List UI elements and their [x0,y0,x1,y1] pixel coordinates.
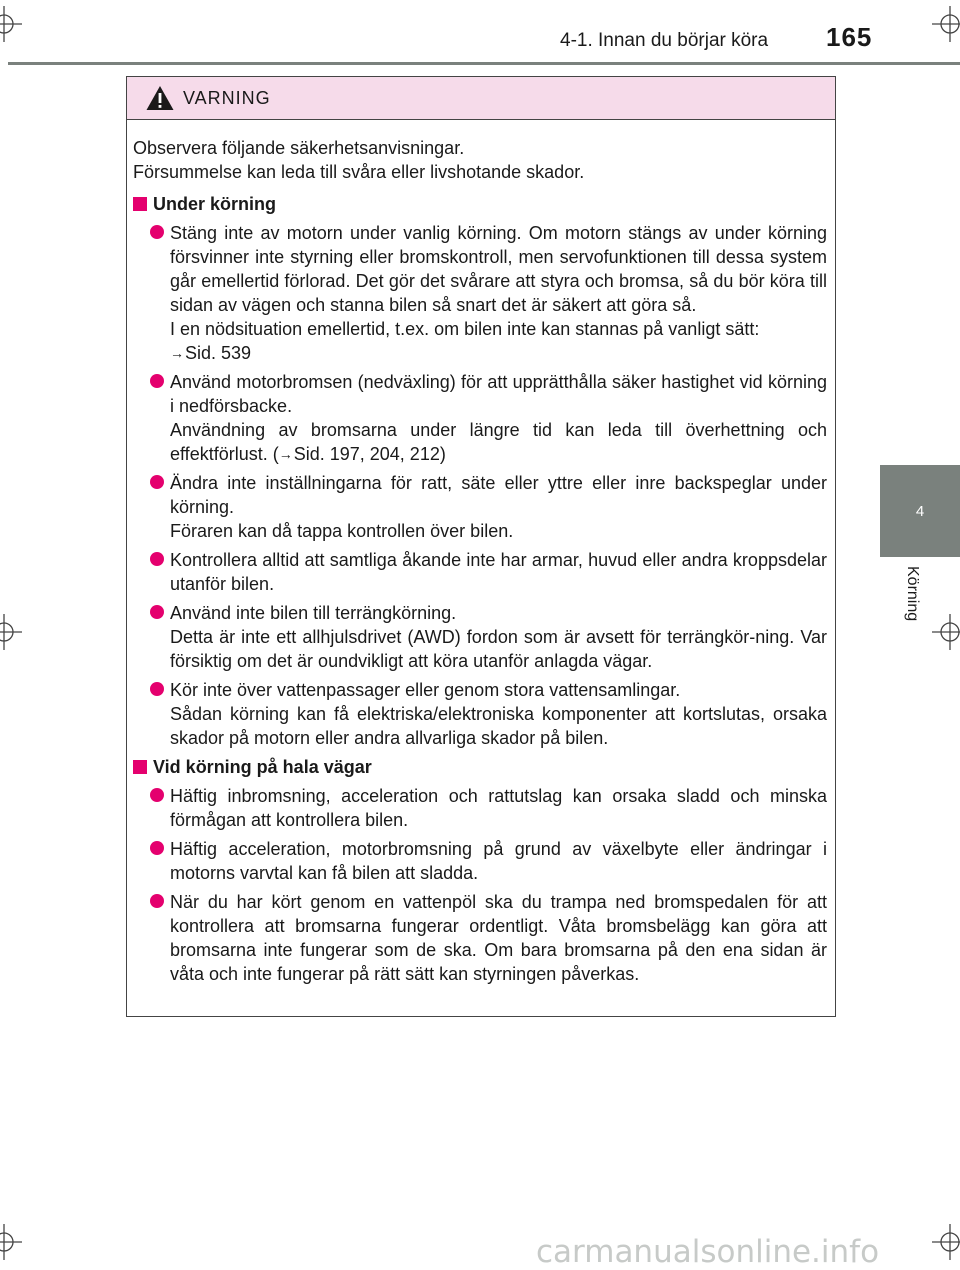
header-rule [8,62,960,65]
item-text: Kontrollera alltid att samtliga åkande inte har armar, huvud eller andra kroppsdelar utanför bilen. [170,550,827,594]
chapter-tab[interactable] [880,465,960,557]
list-item [133,370,827,466]
item-text: Ändra inte inställningarna för ratt, säte eller yttre eller inre backspeglar under körning. [170,473,827,517]
item-text: Använd inte bilen till terrängkörning. [170,603,457,623]
item-text: Detta är inte ett allhjulsdrivet (AWD) fordon som är avsett för terrängkör-ning. Var försiktig om det är oundvikligt att köra utanför anlagda vägar. [170,627,827,671]
item-text: Stäng inte av motorn under vanlig körning. Om motorn stängs av under körning försvinner inte styrning eller bromskontroll, men servofunktionen till dessa system går emellertid förlorad. Det gör det svårare att styra och bromsa, så du bör köra till sidan av vägen och stanna bilen så snart det är säkert att göra så. [170,223,827,315]
list-item [133,471,827,543]
crop-mark-top-left-icon [0,6,26,46]
warning-intro [133,136,827,184]
round-bullet-icon [150,552,164,566]
round-bullet-icon [150,894,164,908]
round-bullet-icon [150,374,164,388]
warning-triangle-icon [145,84,175,112]
reference-text: Sid. 197, 204, 212) [293,444,446,464]
warning-content [127,120,835,986]
arrow-right-icon: → [278,446,293,462]
page-reference-link[interactable] [279,444,446,464]
item-text: Föraren kan då tappa kontrollen över bilen. [170,521,514,541]
chapter-number: 4 [915,503,925,520]
intro-line: Försummelse kan leda till svåra eller livshotande skador. [133,162,585,182]
list-item [133,784,827,832]
list-item [133,601,827,673]
round-bullet-icon [150,788,164,802]
section-heading-text: Under körning [153,194,277,214]
item-text: När du har kört genom en vattenpöl ska du trampa ned bromspedalen för att kontrollera att bromsarna fungerar ordentligt. Våta bromsbelägg kan göra att bromsarna inte fungerar som de ska. Om bara bromsarna på den ena sidan är våta och inte fungerar på rätt sätt kan styrningen påverkas. [170,892,827,984]
round-bullet-icon [150,682,164,696]
square-bullet-icon [133,197,147,211]
crop-mark-mid-right-icon [930,612,960,652]
item-text: I en nödsituation emellertid, t.ex. om bilen inte kan stannas på vanligt sätt: [170,319,760,339]
section-heading-hala-vagar [133,755,827,779]
crop-mark-mid-left-icon [0,612,26,652]
crop-mark-bottom-right-icon [930,1222,960,1262]
list-item [133,890,827,986]
list-item [133,678,827,750]
warning-title: VARNING [183,87,271,108]
round-bullet-icon [150,225,164,239]
item-text: Häftig inbromsning, acceleration och rattutslag kan orsaka sladd och minska förmågan att kontrollera bilen. [170,786,827,830]
item-text: Sådan körning kan få elektriska/elektroniska komponenter att kortslutas, orsaka skador på motorn eller andra allvarliga skador på bilen. [170,704,827,748]
list-item [133,221,827,365]
warning-header [127,77,835,120]
round-bullet-icon [150,475,164,489]
section-heading-text: Vid körning på hala vägar [153,757,372,777]
item-text: Häftig acceleration, motorbromsning på grund av växelbyte eller ändringar i motorns varvtal kan få bilen att sladda. [170,839,827,883]
section-heading-under-korning [133,192,827,216]
chapter-label: Körning [904,566,921,622]
arrow-right-icon: → [170,345,184,361]
section-title: 4-1. Innan du börjar köra [560,30,769,51]
round-bullet-icon [150,605,164,619]
reference-text: Sid. 539 [185,343,252,363]
page-reference-link[interactable] [170,341,827,365]
item-text-prefix: Användning av bromsarna under längre tid kan leda till överhettning och effektförlust. ( [170,420,827,464]
warning-box [126,76,836,1017]
item-text: Kör inte över vattenpassager eller genom stora vattensamlingar. [170,680,681,700]
item-text: Använd motorbromsen (nedväxling) för att upprätthålla säker hastighet vid körning i nedförsbacke. [170,372,827,416]
intro-line: Observera följande säkerhetsanvisningar. [133,138,465,158]
round-bullet-icon [150,841,164,855]
square-bullet-icon [133,760,147,774]
watermark: carmanualsonline.info [536,1234,880,1270]
item-text [170,418,827,466]
crop-mark-bottom-left-icon [0,1222,26,1262]
list-item [133,548,827,596]
crop-mark-top-right-icon [930,6,960,46]
page-number: 165 [826,22,873,52]
list-item [133,837,827,885]
